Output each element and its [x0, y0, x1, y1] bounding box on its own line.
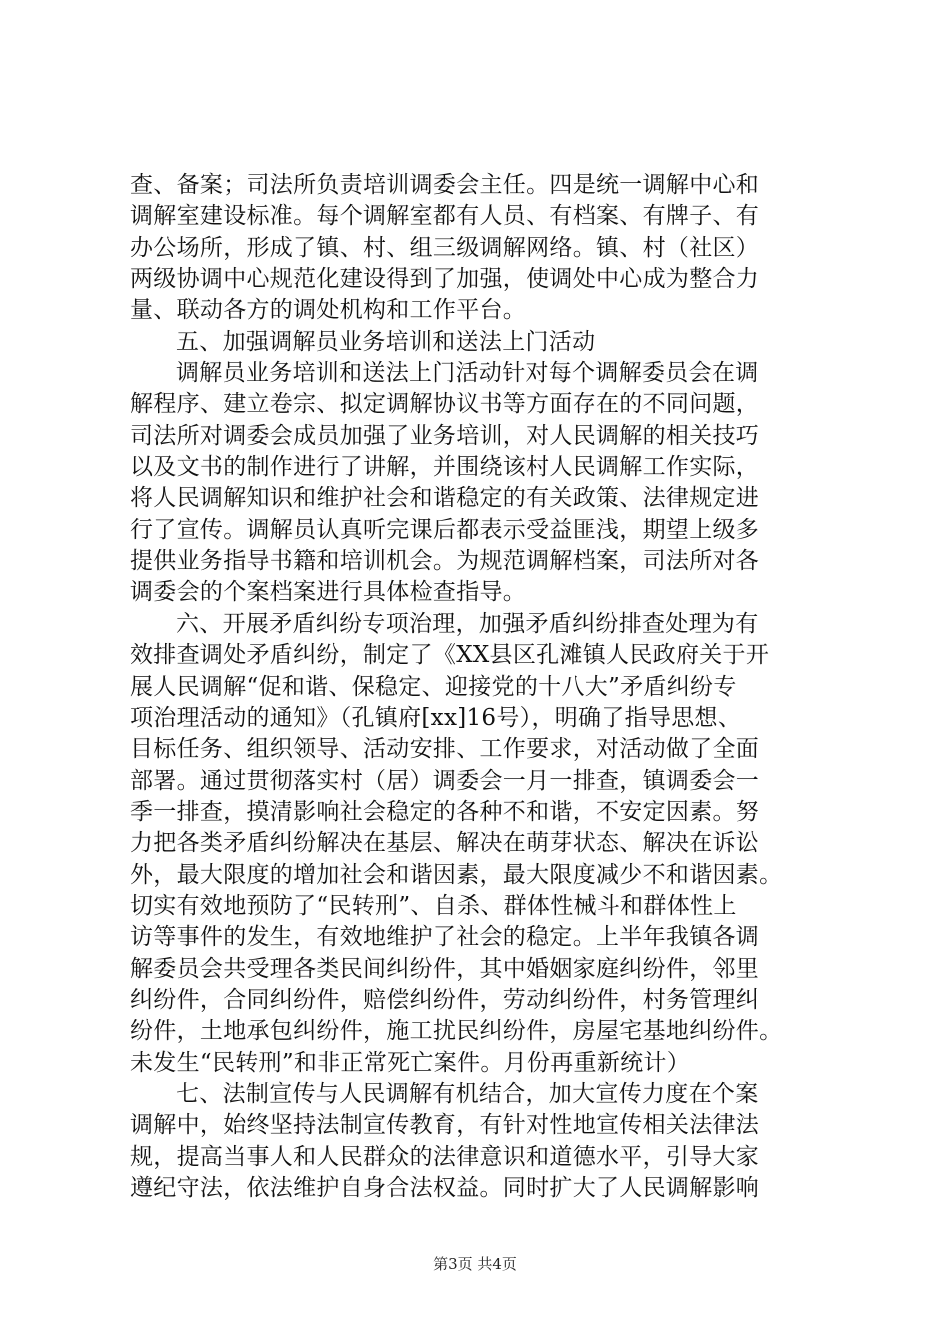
text-line: 切实有效地预防了“民转刑”、自杀、群体性械斗和群体性上: [130, 892, 737, 919]
text-line: 提供业务指导书籍和培训机会。为规范调解档案，司法所对各: [130, 548, 760, 575]
text-line: 调解中，始终坚持法制宣传教育，有针对性地宣传相关法律法: [130, 1112, 760, 1139]
text-line: 目标任务、组织领导、活动安排、工作要求，对活动做了全面: [130, 736, 760, 763]
page-footer: [0, 1254, 950, 1274]
text-line: 访等事件的发生，有效地维护了社会的稳定。上半年我镇各调: [130, 924, 760, 951]
text-line: 调委会的个案档案进行具体检查指导。: [130, 579, 527, 606]
text-line: 项治理活动的通知》（孔镇府[xx]16号），明确了指导思想、: [130, 704, 742, 731]
text-line: 纷件，土地承包纠纷件，施工扰民纠纷件，房屋宅基地纠纷件。: [130, 1018, 783, 1045]
text-line: 效排查调处矛盾纠纷，制定了《XX县区孔滩镇人民政府关于开: [130, 642, 770, 669]
text-line: 两级协调中心规范化建设得到了加强，使调处中心成为整合力: [130, 266, 760, 293]
text-line: 季一排查，摸清影响社会稳定的各种不和谐，不安定因素。努: [130, 798, 760, 825]
text-line: 调解室建设标准。每个调解室都有人员、有档案、有牌子、有: [130, 203, 760, 230]
text-line: 外，最大限度的增加社会和谐因素，最大限度减少不和谐因素。: [130, 861, 783, 888]
text-line: 力把各类矛盾纠纷解决在基层、解决在萌芽状态、解决在诉讼: [130, 830, 760, 857]
text-line: 展人民调解“促和谐、保稳定、迎接党的十八大”矛盾纠纷专: [130, 673, 737, 700]
text-line: 将人民调解知识和维护社会和谐稳定的有关政策、法律规定进: [130, 485, 760, 512]
page-number-label: 第3页 共4页: [433, 1255, 517, 1273]
text-line: 解程序、建立卷宗、拟定调解协议书等方面存在的不同问题，: [130, 391, 760, 418]
text-line: 以及文书的制作进行了讲解，并围绕该村人民调解工作实际，: [130, 454, 760, 481]
text-line: 司法所对调委会成员加强了业务培训，对人民调解的相关技巧: [130, 422, 760, 449]
text-line: 规，提高当事人和人民群众的法律意识和道德水平，引导大家: [130, 1143, 760, 1170]
text-line: 纠纷件，合同纠纷件，赔偿纠纷件，劳动纠纷件，村务管理纠: [130, 986, 760, 1013]
text-line: 解委员会共受理各类民间纠纷件，其中婚姻家庭纠纷件，邻里: [130, 955, 760, 982]
text-line: 未发生“民转刑”和非正常死亡案件。月份再重新统计）: [130, 1049, 691, 1076]
text-line: 六、开展矛盾纠纷专项治理，加强矛盾纠纷排查处理为有: [176, 610, 759, 637]
text-line: 五、加强调解员业务培训和送法上门活动: [176, 328, 596, 355]
document-body: [130, 170, 830, 1204]
text-line: 查、备案；司法所负责培训调委会主任。四是统一调解中心和: [130, 172, 760, 198]
text-line: 调解员业务培训和送法上门活动针对每个调解委员会在调: [176, 360, 759, 387]
text-line: 量、联动各方的调处机构和工作平台。: [130, 297, 527, 324]
text-line: 七、法制宣传与人民调解有机结合，加大宣传力度在个案: [176, 1080, 759, 1107]
text-line: 部署。通过贯彻落实村（居）调委会一月一排查，镇调委会一: [130, 767, 760, 794]
text-line: 行了宣传。调解员认真听完课后都表示受益匪浅，期望上级多: [130, 516, 760, 543]
text-line: 办公场所，形成了镇、村、组三级调解网络。镇、村（社区）: [130, 234, 760, 261]
text-line: 遵纪守法，依法维护自身合法权益。同时扩大了人民调解影响: [130, 1175, 760, 1201]
